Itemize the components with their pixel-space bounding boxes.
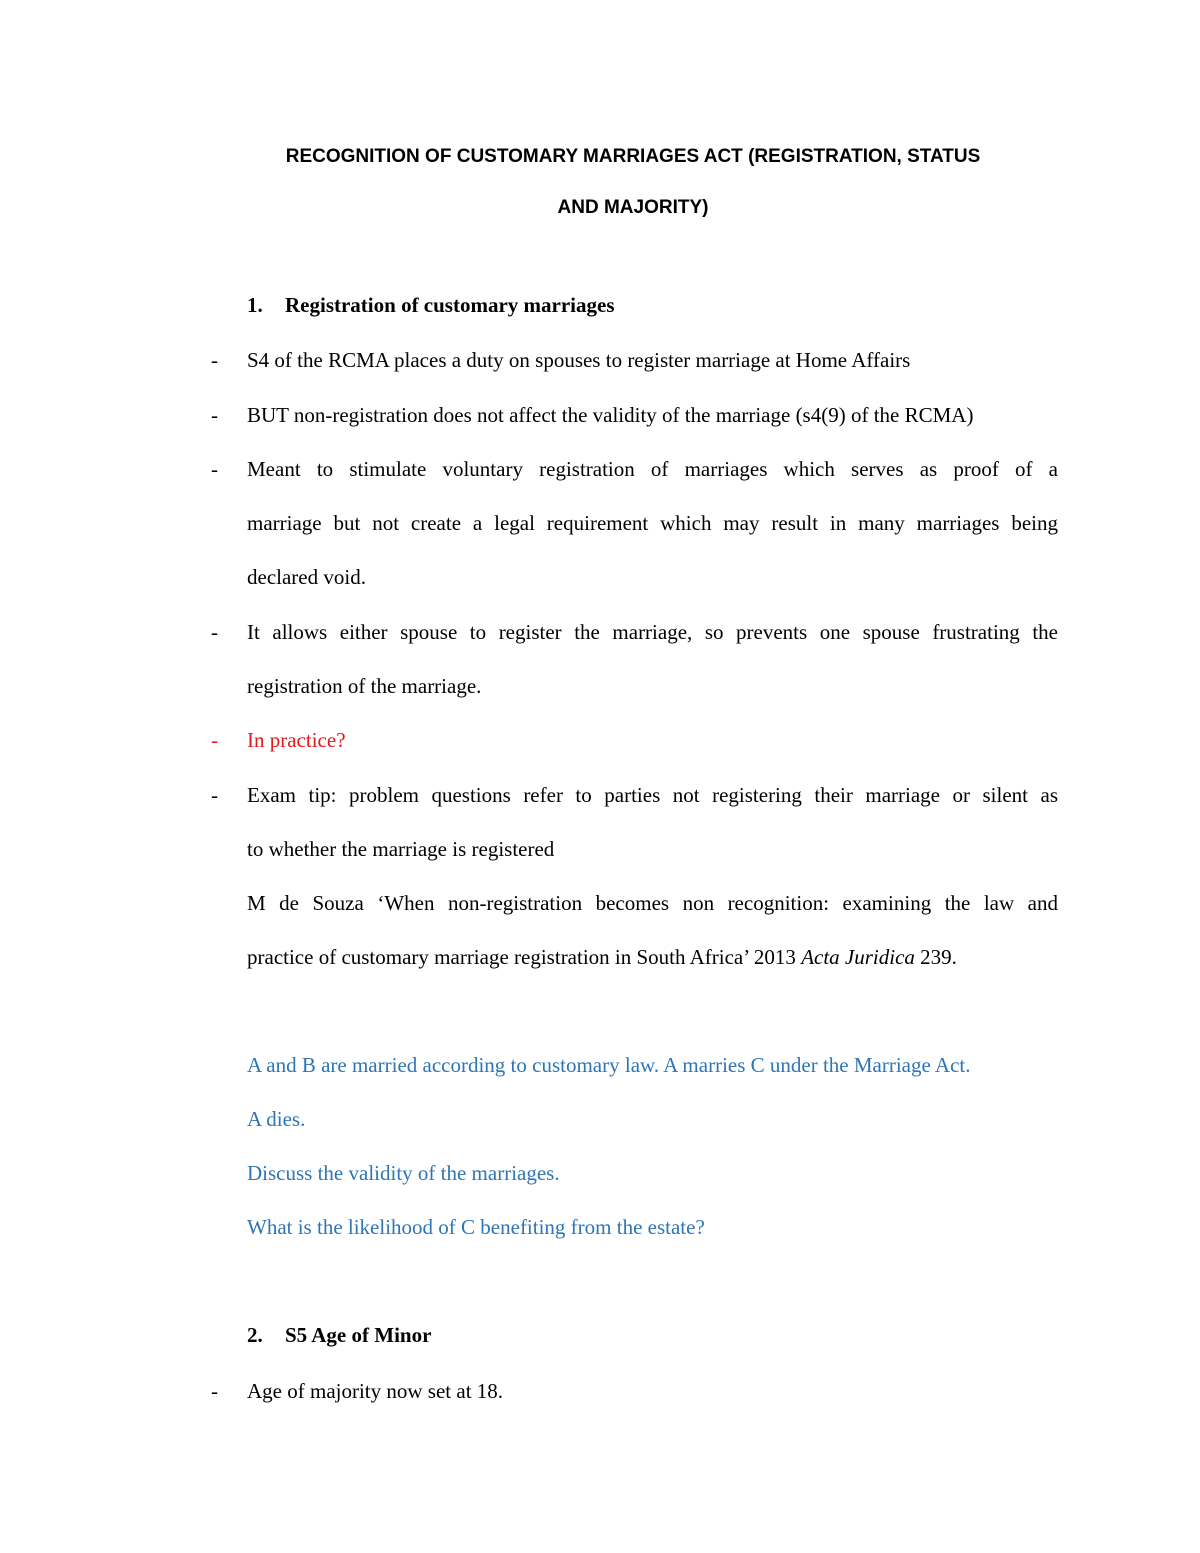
problem-question-1: Discuss the validity of the marriages. bbox=[247, 1161, 560, 1185]
bullet-marker: - bbox=[211, 728, 218, 752]
bullet-item-continuation: registration of the marriage. bbox=[247, 674, 482, 698]
bullet-marker: - bbox=[211, 1379, 218, 1403]
section-1-number: 1. bbox=[247, 293, 263, 317]
bullet-item-continuation: to whether the marriage is registered bbox=[247, 837, 555, 861]
bullet-marker: - bbox=[211, 403, 218, 427]
bullet-item: S4 of the RCMA places a duty on spouses to register marriage at Home Affairs bbox=[247, 348, 911, 372]
problem-scenario-line-2: A dies. bbox=[247, 1107, 306, 1131]
bullet-item-continuation: declared void. bbox=[247, 565, 366, 589]
section-2-number: 2. bbox=[247, 1323, 263, 1347]
reference-citation: 239. bbox=[914, 945, 957, 969]
bullet-item-highlight: In practice? bbox=[247, 728, 346, 752]
bullet-item: BUT non-registration does not affect the validity of the marriage (s4(9) of the RCMA) bbox=[247, 403, 974, 427]
section-1-title: Registration of customary marriages bbox=[285, 293, 615, 317]
bullet-item: Age of majority now set at 18. bbox=[247, 1379, 504, 1403]
bullet-item-continuation: marriage but not create a legal requirement which may result in many marriages being bbox=[247, 511, 1058, 535]
document-title-line-2: AND MAJORITY) bbox=[557, 197, 709, 218]
problem-question-2: What is the likelihood of C benefiting from the estate? bbox=[247, 1215, 705, 1239]
reference-line-1: M de Souza ‘When non-registration becomes non recognition: examining the law and bbox=[247, 891, 1058, 915]
bullet-marker: - bbox=[211, 348, 218, 372]
bullet-marker: - bbox=[211, 457, 218, 481]
bullet-item: Exam tip: problem questions refer to parties not registering their marriage or silent as bbox=[247, 783, 1058, 807]
bullet-marker: - bbox=[211, 783, 218, 807]
problem-scenario-line-1: A and B are married according to customary law. A marries C under the Marriage Act. bbox=[247, 1053, 971, 1077]
section-2-title: S5 Age of Minor bbox=[285, 1323, 432, 1347]
bullet-marker: - bbox=[211, 620, 218, 644]
section-2-heading bbox=[247, 1325, 431, 1346]
section-1-heading bbox=[247, 295, 615, 316]
bullet-item: It allows either spouse to register the marriage, so prevents one spouse frustrating the bbox=[247, 620, 1058, 644]
document-title-line-1: RECOGNITION OF CUSTOMARY MARRIAGES ACT (REGISTRATION, STATUS bbox=[285, 146, 981, 167]
reference-journal: Acta Juridica bbox=[801, 945, 915, 969]
bullet-item: Meant to stimulate voluntary registration of marriages which serves as proof of a bbox=[247, 457, 1058, 481]
reference-text: practice of customary marriage registration in South Africa’ 2013 bbox=[247, 945, 802, 969]
reference-line-2 bbox=[247, 947, 957, 968]
